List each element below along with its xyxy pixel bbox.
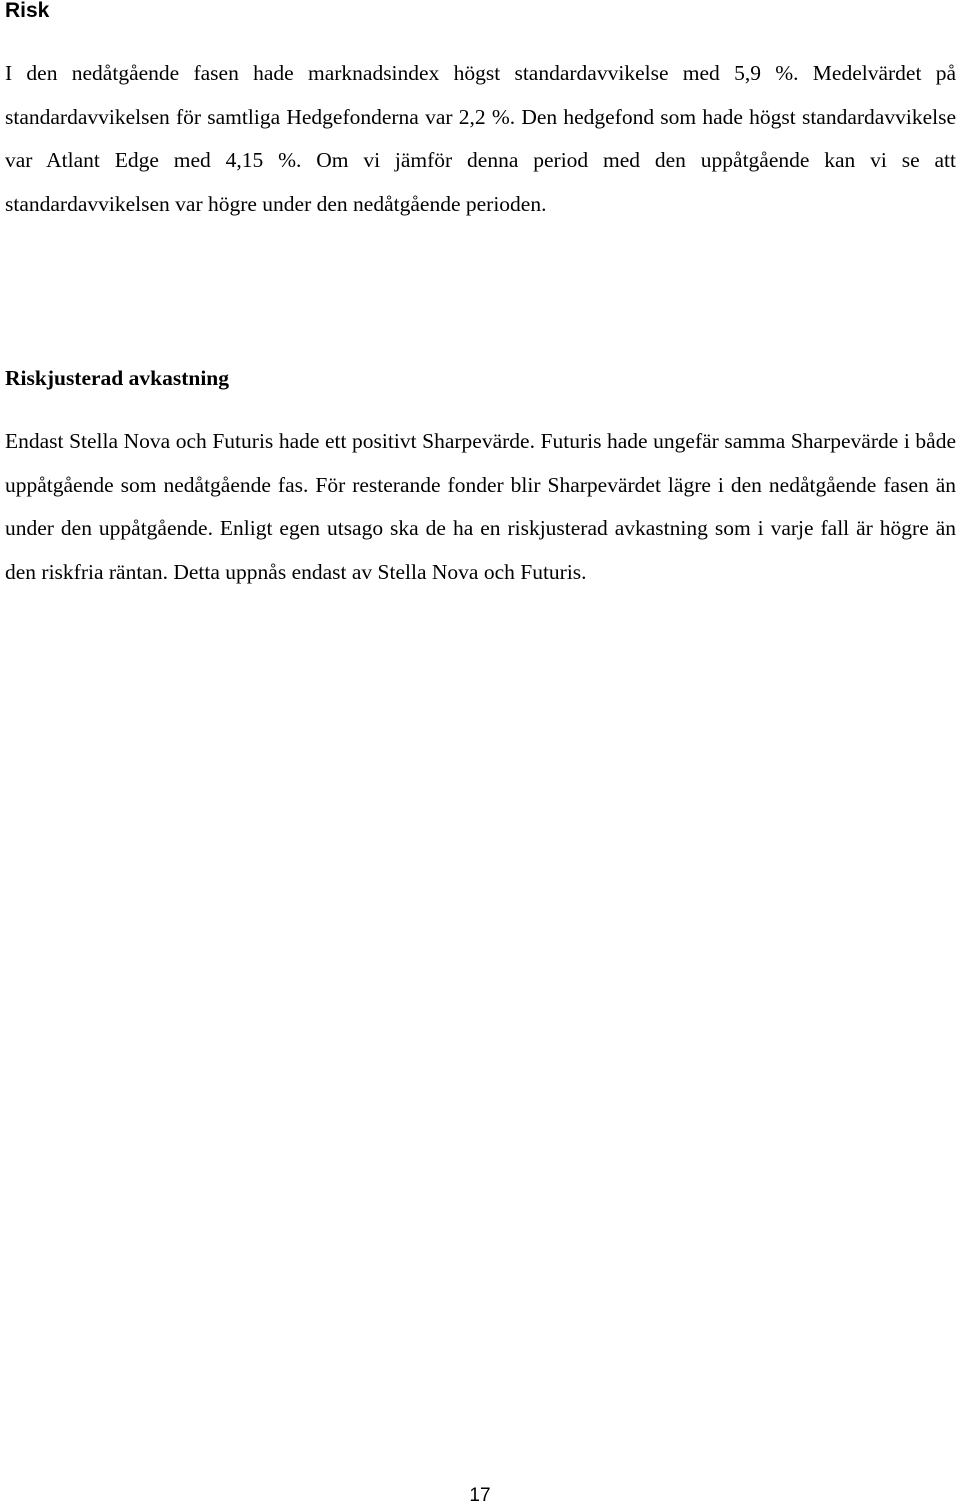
risk-adjusted-return-paragraph: Endast Stella Nova och Futuris hade ett positivt Sharpevärde. Futuris hade ungefär samma Sharpevärde i både uppåtgående som nedåtgående fas. För resterande fonder blir Sharpevärdet lägre i den nedåtgående fasen än under den uppåtgående. Enligt egen utsago ska de ha en riskjusterad avkastning som i varje fall är högre än den riskfria räntan. Detta uppnås endast av Stella Nova och Futuris.	[5, 429, 956, 584]
risk-paragraph: I den nedåtgående fasen hade marknadsindex högst standardavvikelse med 5,9 %. Medelvärdet på standardavvikelsen för samtliga Hedgefonderna var 2,2 %. Den hedgefond som hade högst standardavvikelse var Atlant Edge med 4,15 %. Om vi jämför denna period med den uppåtgående kan vi se att standardavvikelsen var högre under den nedåtgående perioden.	[5, 61, 956, 216]
section-heading-risk-adjusted-return: Riskjusterad avkastning	[5, 366, 230, 390]
page-number: 17	[469, 1485, 491, 1506]
section-heading-risk: Risk	[5, 0, 50, 22]
